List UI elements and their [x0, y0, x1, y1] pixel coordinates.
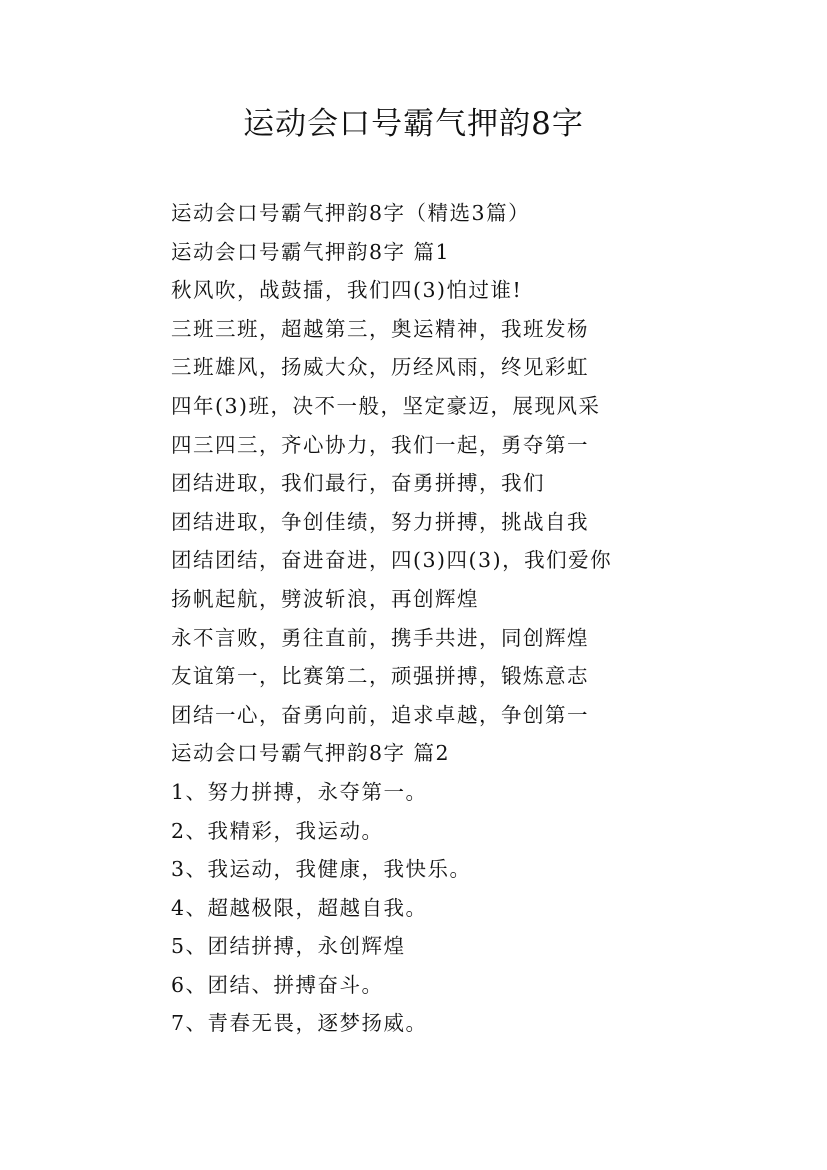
list-item: 7、青春无畏，逐梦扬威。 — [171, 1011, 428, 1036]
list-item: 2、我精彩，我运动。 — [171, 818, 384, 843]
text-line: 友谊第一，比赛第二，顽强拼搏，锻炼意志 — [171, 664, 589, 689]
list-item: 6、团结、拼搏奋斗。 — [171, 972, 384, 997]
text-line: 团结一心，奋勇向前，追求卓越，争创第一 — [171, 702, 589, 727]
text-line: 团结团结，奋进奋进，四(3)四(3)，我们爱你 — [171, 548, 613, 573]
list-item: 1、努力拼搏，永夺第一。 — [171, 779, 428, 804]
text-line: 四年(3)班，决不一般，坚定豪迈，展现风采 — [171, 393, 601, 418]
text-line: 团结进取，争创佳绩，努力拼搏，挑战自我 — [171, 509, 589, 534]
text-line: 永不言败，勇往直前，携手共进，同创辉煌 — [171, 625, 589, 650]
section-heading: 运动会口号霸气押韵8字 篇2 — [171, 741, 451, 766]
text-line: 团结进取，我们最行，奋勇拼搏，我们 — [171, 471, 545, 496]
text-line: 三班三班，超越第三，奥运精神，我班发杨 — [171, 316, 589, 341]
list-item: 4、超越极限，超越自我。 — [171, 895, 428, 920]
text-line: 运动会口号霸气押韵8字（精选3篇） — [171, 201, 531, 225]
section-heading: 运动会口号霸气押韵8字 篇1 — [171, 239, 451, 264]
text-line: 四三四三，齐心协力，我们一起，勇夺第一 — [171, 432, 589, 457]
list-item: 3、我运动，我健康，我快乐。 — [171, 857, 472, 882]
document-body — [171, 194, 791, 1043]
text-line: 扬帆起航，劈波斩浪，再创辉煌 — [171, 586, 479, 611]
text-line: 秋风吹，战鼓擂，我们四(3)怕过谁! — [171, 278, 523, 303]
list-item: 5、团结拼搏，永创辉煌 — [171, 934, 406, 959]
document-title: 运动会口号霸气押韵8字 — [243, 106, 584, 142]
text-line: 三班雄风，扬威大众，历经风雨，终见彩虹 — [171, 355, 589, 380]
